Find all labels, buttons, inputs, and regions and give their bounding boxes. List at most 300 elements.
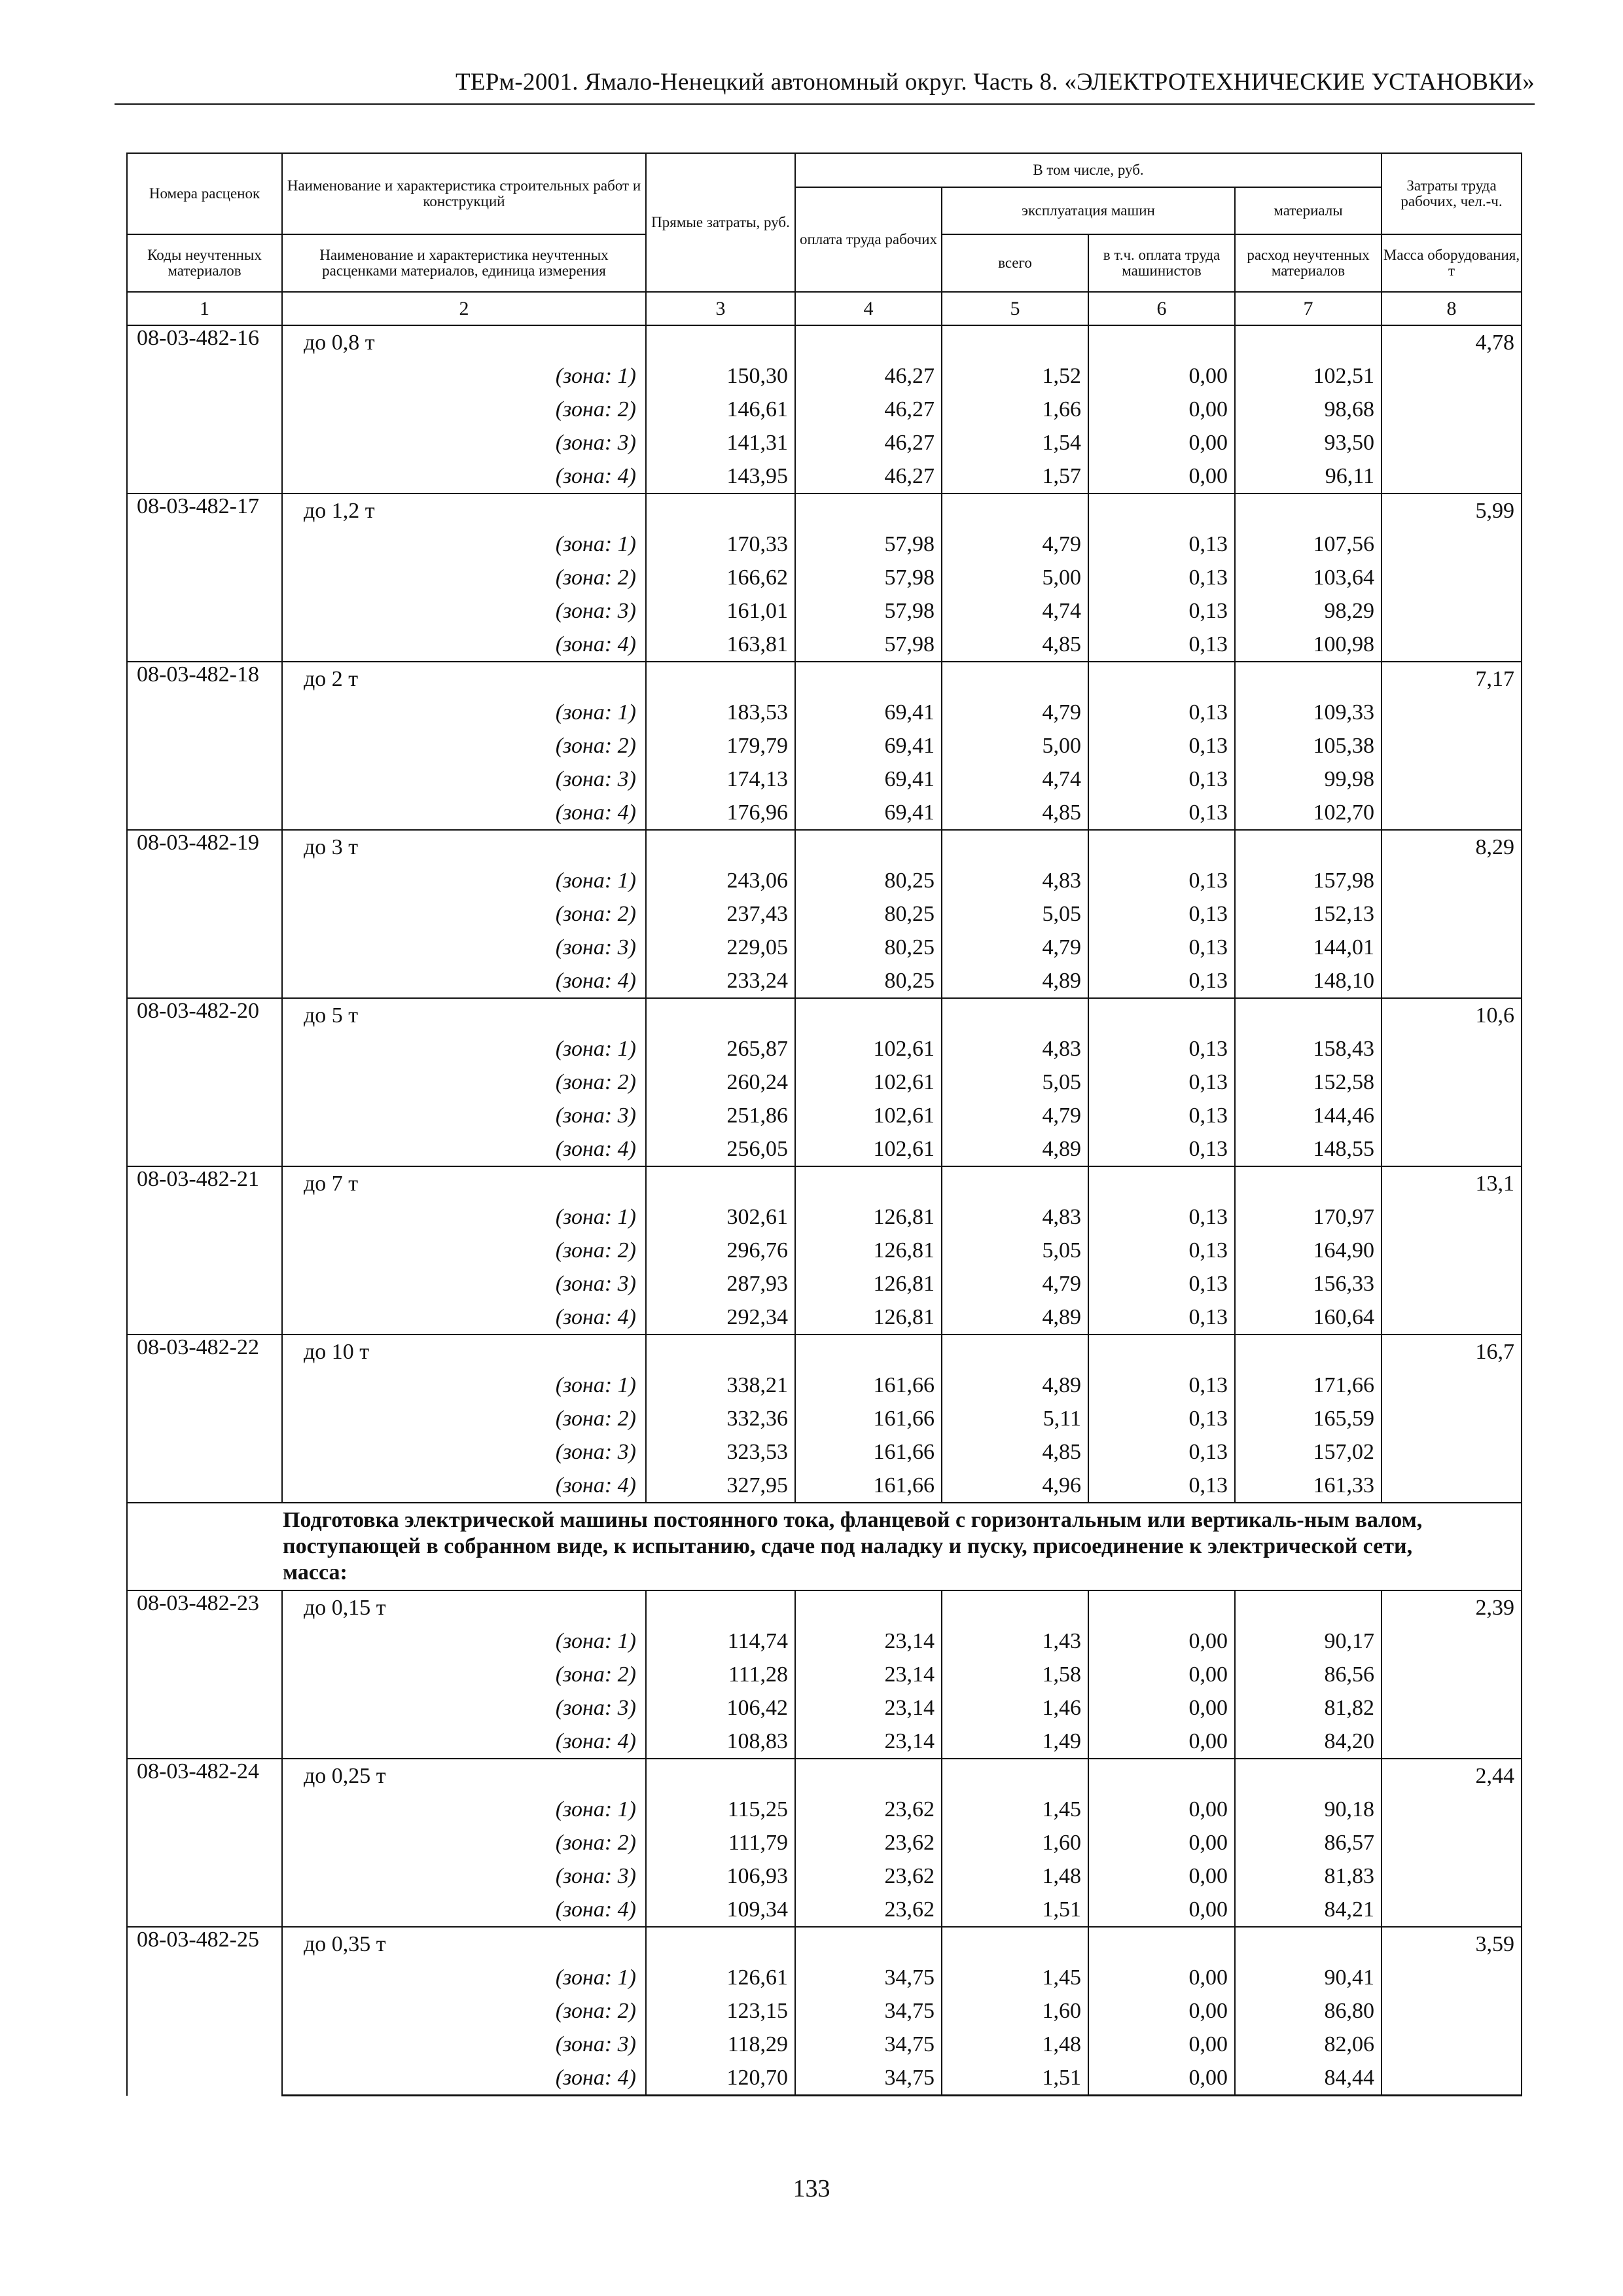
empty-cell (646, 493, 795, 528)
machinist-pay-value: 0,13 (1088, 696, 1235, 729)
machines-total-value: 5,00 (942, 561, 1088, 594)
empty-cell (1235, 1759, 1382, 1793)
materials-value: 102,70 (1235, 796, 1382, 830)
header-divider (115, 103, 1535, 105)
zone-row (127, 359, 1522, 393)
machinist-pay-value: 0,00 (1088, 2028, 1235, 2061)
machines-total-value: 1,60 (942, 1994, 1088, 2028)
rate-name: до 2 т (282, 662, 646, 696)
rate-code: 08-03-482-18 (127, 662, 282, 830)
zone-row (127, 1826, 1522, 1859)
materials-value: 161,33 (1235, 1469, 1382, 1503)
empty-cell (942, 1927, 1088, 1961)
zone-label: (зона: 1) (282, 696, 646, 729)
labor-pay-value: 57,98 (795, 628, 942, 662)
rate-name: до 7 т (282, 1166, 646, 1200)
zone-row (127, 1234, 1522, 1267)
materials-value: 86,80 (1235, 1994, 1382, 2028)
empty-cell (795, 998, 942, 1032)
machinist-pay-value: 0,13 (1088, 931, 1235, 964)
empty-cell (1382, 359, 1522, 393)
direct-costs-value: 256,05 (646, 1132, 795, 1166)
zone-label: (зона: 4) (282, 1469, 646, 1503)
rate-code: 08-03-482-24 (127, 1759, 282, 1927)
empty-cell (646, 1335, 795, 1369)
zone-label: (зона: 1) (282, 1032, 646, 1066)
machines-total-value: 4,79 (942, 1099, 1088, 1132)
machines-total-value: 4,85 (942, 628, 1088, 662)
machinist-pay-value: 0,13 (1088, 1066, 1235, 1099)
direct-costs-value: 120,70 (646, 2061, 795, 2096)
header-work-name: Наименование и характеристика строительных работ и конструкций (282, 153, 646, 234)
materials-value: 86,57 (1235, 1826, 1382, 1859)
rate-row (127, 830, 1522, 864)
empty-cell (1382, 393, 1522, 426)
materials-value: 103,64 (1235, 561, 1382, 594)
machines-total-value: 4,85 (942, 796, 1088, 830)
machinist-pay-value: 0,00 (1088, 1624, 1235, 1658)
empty-cell (1382, 1691, 1522, 1725)
zone-row (127, 1267, 1522, 1300)
machines-total-value: 5,05 (942, 1066, 1088, 1099)
machines-total-value: 4,79 (942, 696, 1088, 729)
rate-row (127, 1759, 1522, 1793)
zone-label: (зона: 1) (282, 1369, 646, 1402)
header-direct-costs: Прямые затраты, руб. (646, 153, 795, 292)
zone-row (127, 1066, 1522, 1099)
labor-pay-value: 23,62 (795, 1859, 942, 1893)
machines-total-value: 1,49 (942, 1725, 1088, 1759)
machines-total-value: 4,79 (942, 528, 1088, 561)
empty-cell (1382, 1893, 1522, 1927)
zone-row (127, 2061, 1522, 2096)
direct-costs-value: 338,21 (646, 1369, 795, 1402)
machinist-pay-value: 0,13 (1088, 1267, 1235, 1300)
zone-row (127, 1893, 1522, 1927)
empty-cell (795, 1759, 942, 1793)
labor-pay-value: 46,27 (795, 359, 942, 393)
zone-row (127, 729, 1522, 762)
machines-total-value: 1,45 (942, 1961, 1088, 1994)
labor-pay-value: 57,98 (795, 594, 942, 628)
empty-cell (1382, 1826, 1522, 1859)
machines-total-value: 5,05 (942, 897, 1088, 931)
rate-code: 08-03-482-22 (127, 1335, 282, 1503)
empty-cell (1382, 561, 1522, 594)
empty-cell (795, 1335, 942, 1369)
labor-pay-value: 69,41 (795, 762, 942, 796)
labor-costs-value: 7,17 (1382, 662, 1522, 696)
direct-costs-value: 126,61 (646, 1961, 795, 1994)
materials-value: 82,06 (1235, 2028, 1382, 2061)
machinist-pay-value: 0,13 (1088, 1402, 1235, 1435)
zone-row (127, 1300, 1522, 1335)
zone-row (127, 1402, 1522, 1435)
direct-costs-value: 233,24 (646, 964, 795, 998)
machines-total-value: 5,00 (942, 729, 1088, 762)
zone-label: (зона: 2) (282, 729, 646, 762)
machinist-pay-value: 0,13 (1088, 729, 1235, 762)
zone-label: (зона: 3) (282, 1691, 646, 1725)
zone-row (127, 696, 1522, 729)
machines-total-value: 4,85 (942, 1435, 1088, 1469)
zone-row (127, 2028, 1522, 2061)
empty-cell (1235, 325, 1382, 359)
empty-cell (1088, 662, 1235, 696)
empty-cell (1382, 2061, 1522, 2096)
machines-total-value: 1,45 (942, 1793, 1088, 1826)
labor-pay-value: 80,25 (795, 897, 942, 931)
machinist-pay-value: 0,13 (1088, 1369, 1235, 1402)
zone-row (127, 1200, 1522, 1234)
machinist-pay-value: 0,00 (1088, 1793, 1235, 1826)
machines-total-value: 4,89 (942, 1132, 1088, 1166)
machines-total-value: 4,83 (942, 1032, 1088, 1066)
empty-cell (1382, 1234, 1522, 1267)
labor-pay-value: 161,66 (795, 1402, 942, 1435)
zone-row (127, 1369, 1522, 1402)
direct-costs-value: 260,24 (646, 1066, 795, 1099)
zone-label: (зона: 1) (282, 1624, 646, 1658)
empty-cell (1235, 662, 1382, 696)
zone-label: (зона: 3) (282, 594, 646, 628)
zone-label: (зона: 2) (282, 1402, 646, 1435)
materials-value: 165,59 (1235, 1402, 1382, 1435)
zone-row (127, 897, 1522, 931)
empty-cell (1235, 1590, 1382, 1624)
machines-total-value: 4,83 (942, 1200, 1088, 1234)
zone-label: (зона: 4) (282, 796, 646, 830)
labor-pay-value: 161,66 (795, 1369, 942, 1402)
machinist-pay-value: 0,13 (1088, 1234, 1235, 1267)
direct-costs-value: 183,53 (646, 696, 795, 729)
direct-costs-value: 265,87 (646, 1032, 795, 1066)
machinist-pay-value: 0,13 (1088, 628, 1235, 662)
materials-value: 109,33 (1235, 696, 1382, 729)
machinist-pay-value: 0,13 (1088, 528, 1235, 561)
empty-cell (1088, 1335, 1235, 1369)
empty-cell (1382, 964, 1522, 998)
materials-value: 90,41 (1235, 1961, 1382, 1994)
machinist-pay-value: 0,00 (1088, 1725, 1235, 1759)
column-number: 6 (1088, 292, 1235, 325)
direct-costs-value: 118,29 (646, 2028, 795, 2061)
materials-value: 171,66 (1235, 1369, 1382, 1402)
machinist-pay-value: 0,00 (1088, 1658, 1235, 1691)
direct-costs-value: 174,13 (646, 762, 795, 796)
machines-total-value: 4,79 (942, 931, 1088, 964)
empty-cell (795, 325, 942, 359)
rate-name: до 0,8 т (282, 325, 646, 359)
empty-cell (1382, 1859, 1522, 1893)
header-labor-costs: Затраты труда рабочих, чел.-ч. (1382, 153, 1522, 234)
zone-label: (зона: 4) (282, 1132, 646, 1166)
labor-pay-value: 126,81 (795, 1234, 942, 1267)
zone-row (127, 1691, 1522, 1725)
empty-cell (942, 325, 1088, 359)
direct-costs-value: 141,31 (646, 426, 795, 459)
empty-cell (1382, 1132, 1522, 1166)
machines-total-value: 1,52 (942, 359, 1088, 393)
rate-name: до 0,15 т (282, 1590, 646, 1624)
direct-costs-value: 176,96 (646, 796, 795, 830)
direct-costs-value: 292,34 (646, 1300, 795, 1335)
machines-total-value: 1,48 (942, 1859, 1088, 1893)
machinist-pay-value: 0,13 (1088, 1200, 1235, 1234)
zone-label: (зона: 3) (282, 1099, 646, 1132)
empty-cell (942, 830, 1088, 864)
materials-value: 158,43 (1235, 1032, 1382, 1066)
empty-cell (1382, 528, 1522, 561)
machinist-pay-value: 0,00 (1088, 1691, 1235, 1725)
machines-total-value: 1,51 (942, 1893, 1088, 1927)
direct-costs-value: 170,33 (646, 528, 795, 561)
labor-costs-value: 8,29 (1382, 830, 1522, 864)
machinist-pay-value: 0,13 (1088, 1435, 1235, 1469)
zone-row (127, 1961, 1522, 1994)
empty-cell (1382, 1961, 1522, 1994)
labor-costs-value: 3,59 (1382, 1927, 1522, 1961)
direct-costs-value: 163,81 (646, 628, 795, 662)
zone-row (127, 1435, 1522, 1469)
zone-row (127, 1793, 1522, 1826)
materials-value: 170,97 (1235, 1200, 1382, 1234)
labor-pay-value: 23,14 (795, 1691, 942, 1725)
machines-total-value: 1,66 (942, 393, 1088, 426)
zone-label: (зона: 4) (282, 1893, 646, 1927)
empty-cell (1382, 729, 1522, 762)
direct-costs-value: 327,95 (646, 1469, 795, 1503)
direct-costs-value: 143,95 (646, 459, 795, 493)
empty-cell (1382, 1994, 1522, 2028)
materials-value: 157,98 (1235, 864, 1382, 897)
empty-cell (795, 830, 942, 864)
rate-row (127, 662, 1522, 696)
empty-cell (1235, 1335, 1382, 1369)
zone-row (127, 1132, 1522, 1166)
labor-costs-value: 5,99 (1382, 493, 1522, 528)
zone-label: (зона: 3) (282, 762, 646, 796)
machinist-pay-value: 0,00 (1088, 393, 1235, 426)
labor-pay-value: 23,62 (795, 1826, 942, 1859)
rates-table-body (127, 153, 1522, 2096)
empty-cell (1382, 1793, 1522, 1826)
header-materials: материалы (1235, 187, 1382, 234)
empty-cell (1382, 1435, 1522, 1469)
machines-total-value: 4,74 (942, 594, 1088, 628)
machines-total-value: 5,11 (942, 1402, 1088, 1435)
empty-cell (795, 1166, 942, 1200)
zone-row (127, 864, 1522, 897)
zone-row (127, 459, 1522, 493)
direct-costs-value: 229,05 (646, 931, 795, 964)
empty-cell (1382, 696, 1522, 729)
machines-total-value: 1,54 (942, 426, 1088, 459)
zone-row (127, 1994, 1522, 2028)
empty-cell (1382, 594, 1522, 628)
empty-cell (646, 1590, 795, 1624)
labor-pay-value: 23,14 (795, 1658, 942, 1691)
labor-pay-value: 23,62 (795, 1793, 942, 1826)
labor-pay-value: 126,81 (795, 1200, 942, 1234)
empty-cell (1382, 628, 1522, 662)
zone-label: (зона: 3) (282, 1435, 646, 1469)
zone-label: (зона: 4) (282, 964, 646, 998)
direct-costs-value: 251,86 (646, 1099, 795, 1132)
labor-pay-value: 23,62 (795, 1893, 942, 1927)
empty-cell (646, 325, 795, 359)
direct-costs-value: 150,30 (646, 359, 795, 393)
direct-costs-value: 106,93 (646, 1859, 795, 1893)
zone-row (127, 1859, 1522, 1893)
machines-total-value: 1,51 (942, 2061, 1088, 2096)
zone-label: (зона: 1) (282, 1793, 646, 1826)
empty-cell (1382, 796, 1522, 830)
direct-costs-value: 296,76 (646, 1234, 795, 1267)
machines-total-value: 1,60 (942, 1826, 1088, 1859)
empty-cell (1235, 998, 1382, 1032)
labor-pay-value: 46,27 (795, 426, 942, 459)
materials-value: 98,68 (1235, 393, 1382, 426)
machinist-pay-value: 0,13 (1088, 561, 1235, 594)
empty-cell (1382, 2028, 1522, 2061)
zone-label: (зона: 4) (282, 628, 646, 662)
empty-cell (646, 662, 795, 696)
empty-cell (646, 1927, 795, 1961)
machinist-pay-value: 0,00 (1088, 459, 1235, 493)
machines-total-value: 1,46 (942, 1691, 1088, 1725)
rate-code: 08-03-482-25 (127, 1927, 282, 2096)
column-number: 8 (1382, 292, 1522, 325)
direct-costs-value: 332,36 (646, 1402, 795, 1435)
machinist-pay-value: 0,13 (1088, 897, 1235, 931)
empty-cell (1382, 864, 1522, 897)
materials-value: 90,18 (1235, 1793, 1382, 1826)
machines-total-value: 4,83 (942, 864, 1088, 897)
materials-value: 98,29 (1235, 594, 1382, 628)
labor-pay-value: 34,75 (795, 1961, 942, 1994)
materials-value: 105,38 (1235, 729, 1382, 762)
empty-cell (1382, 762, 1522, 796)
rate-name: до 10 т (282, 1335, 646, 1369)
labor-pay-value: 80,25 (795, 964, 942, 998)
materials-value: 100,98 (1235, 628, 1382, 662)
zone-row (127, 1624, 1522, 1658)
zone-row (127, 1658, 1522, 1691)
materials-value: 96,11 (1235, 459, 1382, 493)
column-number: 2 (282, 292, 646, 325)
rate-row (127, 493, 1522, 528)
empty-cell (1088, 1166, 1235, 1200)
labor-pay-value: 69,41 (795, 729, 942, 762)
labor-pay-value: 80,25 (795, 931, 942, 964)
zone-label: (зона: 2) (282, 393, 646, 426)
zone-label: (зона: 1) (282, 864, 646, 897)
zone-label: (зона: 3) (282, 426, 646, 459)
empty-cell (942, 998, 1088, 1032)
empty-cell (1088, 325, 1235, 359)
header-machinist-pay: в т.ч. оплата труда машинистов (1088, 234, 1235, 292)
machines-total-value: 4,89 (942, 1369, 1088, 1402)
zone-label: (зона: 1) (282, 359, 646, 393)
empty-cell (1382, 1624, 1522, 1658)
column-number: 7 (1235, 292, 1382, 325)
column-number: 4 (795, 292, 942, 325)
empty-cell (1382, 1267, 1522, 1300)
empty-cell (646, 830, 795, 864)
zone-row (127, 393, 1522, 426)
column-number: 3 (646, 292, 795, 325)
materials-value: 84,21 (1235, 1893, 1382, 1927)
empty-cell (1382, 931, 1522, 964)
page-number: 133 (793, 2175, 830, 2202)
machinist-pay-value: 0,13 (1088, 1099, 1235, 1132)
header-including: В том числе, руб. (795, 153, 1382, 187)
zone-label: (зона: 4) (282, 1725, 646, 1759)
labor-pay-value: 102,61 (795, 1032, 942, 1066)
machines-total-value: 4,89 (942, 964, 1088, 998)
machinist-pay-value: 0,00 (1088, 1961, 1235, 1994)
rate-name: до 5 т (282, 998, 646, 1032)
empty-cell (1235, 1166, 1382, 1200)
zone-row (127, 1469, 1522, 1503)
rate-row (127, 998, 1522, 1032)
zone-label: (зона: 4) (282, 1300, 646, 1335)
zone-row (127, 426, 1522, 459)
zone-row (127, 594, 1522, 628)
machines-total-value: 4,96 (942, 1469, 1088, 1503)
labor-costs-value: 10,6 (1382, 998, 1522, 1032)
zone-row (127, 964, 1522, 998)
empty-cell (1382, 426, 1522, 459)
machines-total-value: 4,74 (942, 762, 1088, 796)
empty-cell (942, 662, 1088, 696)
machinist-pay-value: 0,13 (1088, 1469, 1235, 1503)
machinist-pay-value: 0,00 (1088, 1859, 1235, 1893)
machines-total-value: 1,57 (942, 459, 1088, 493)
materials-value: 157,02 (1235, 1435, 1382, 1469)
machines-total-value: 1,43 (942, 1624, 1088, 1658)
labor-pay-value: 23,14 (795, 1725, 942, 1759)
header-material-names: Наименование и характеристика неучтенных расценками материалов, единица измерения (282, 234, 646, 292)
zone-label: (зона: 3) (282, 1267, 646, 1300)
materials-value: 164,90 (1235, 1234, 1382, 1267)
materials-value: 148,55 (1235, 1132, 1382, 1166)
direct-costs-value: 287,93 (646, 1267, 795, 1300)
zone-label: (зона: 2) (282, 1234, 646, 1267)
direct-costs-value: 115,25 (646, 1793, 795, 1826)
header-labor-pay: оплата труда рабочих (795, 187, 942, 292)
zone-label: (зона: 1) (282, 1961, 646, 1994)
header-row-1 (127, 153, 1522, 187)
machinist-pay-value: 0,00 (1088, 1893, 1235, 1927)
empty-cell (795, 1590, 942, 1624)
direct-costs-value: 161,01 (646, 594, 795, 628)
materials-value: 81,83 (1235, 1859, 1382, 1893)
empty-cell (1088, 493, 1235, 528)
empty-cell (1382, 1032, 1522, 1066)
page-header-title: ТЕРм-2001. Ямало-Ненецкий автономный округ. Часть 8. «ЭЛЕКТРОТЕХНИЧЕСКИЕ УСТАНОВКИ» (455, 69, 1535, 96)
empty-cell (1235, 830, 1382, 864)
labor-pay-value: 161,66 (795, 1469, 942, 1503)
materials-value: 99,98 (1235, 762, 1382, 796)
zone-label: (зона: 2) (282, 561, 646, 594)
labor-pay-value: 126,81 (795, 1300, 942, 1335)
labor-costs-value: 2,44 (1382, 1759, 1522, 1793)
zone-label: (зона: 3) (282, 1859, 646, 1893)
direct-costs-value: 302,61 (646, 1200, 795, 1234)
rate-name: до 1,2 т (282, 493, 646, 528)
